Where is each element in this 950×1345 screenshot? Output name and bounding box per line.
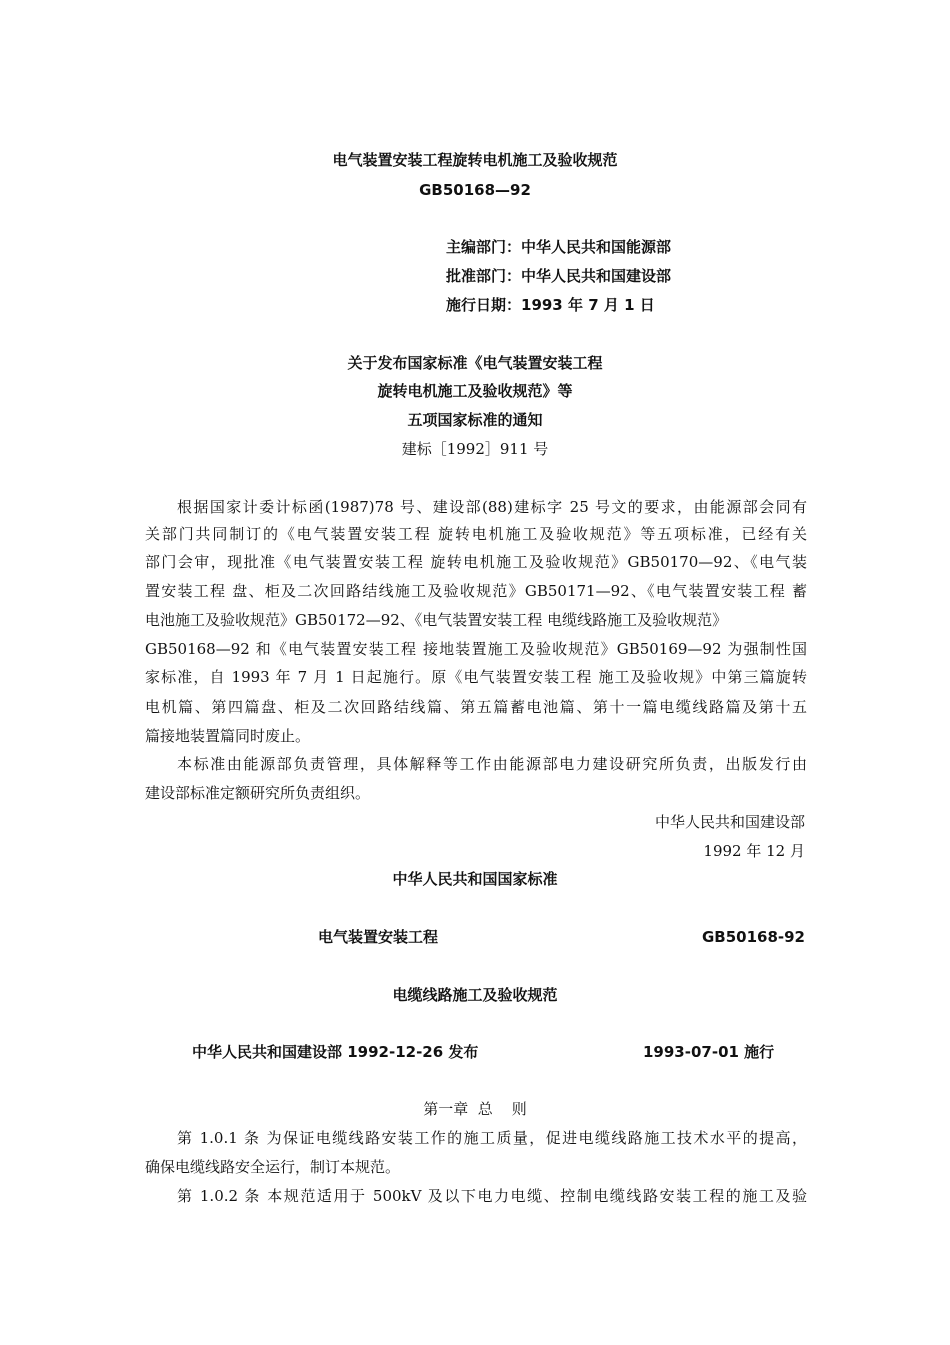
article-line: 第 1.0.1 条 为保证电缆线路安装工作的施工质量，促进电缆线路施工技术水平的提高，	[177, 1129, 807, 1147]
notice-paragraph-line: 电机篇、第四篇盘、柜及二次回路结线篇、第五篇蓄电池篇、第十一篇电缆线路篇及第十五	[145, 698, 807, 716]
notice-paragraph-line: 建设部标准定额研究所负责组织。	[145, 784, 371, 802]
notice-paragraph-line: 篇接地装置篇同时废止。	[145, 727, 311, 745]
notice-paragraph-line: 根据国家计委计标函(1987)78 号、建设部(88)建标字 25 号文的要求，由能源部会同有	[177, 498, 807, 516]
document-code: GB50168—92	[419, 181, 531, 199]
notice-number: 建标［1992］911 号	[401, 440, 549, 458]
standard-heading: 中华人民共和国国家标准	[392, 870, 558, 888]
standard-name: 电气装置安装工程	[318, 928, 439, 946]
document-title: 电气装置安装工程旋转电机施工及验收规范	[332, 151, 618, 169]
notice-paragraph-line: 本标准由能源部负责管理，具体解释等工作由能源部电力建设研究所负责，出版发行由	[177, 755, 807, 773]
notice-date: 1992 年 12 月	[703, 842, 805, 860]
standard-effective: 1993-07-01 施行	[643, 1043, 775, 1061]
effective-date: 施行日期：1993 年 7 月 1 日	[446, 296, 655, 314]
standard-code: GB50168-92	[701, 928, 805, 946]
notice-title-line: 关于发布国家标准《电气装置安装工程	[347, 354, 603, 372]
notice-signer: 中华人民共和国建设部	[654, 813, 805, 831]
notice-paragraph-line: 电池施工及验收规范》GB50172—92、《电气装置安装工程 电缆线路施工及验收规范》	[145, 611, 728, 629]
chapter-title: 第一章 总 则	[423, 1100, 527, 1118]
notice-title-line: 五项国家标准的通知	[407, 411, 543, 429]
editor-department: 主编部门：中华人民共和国能源部	[446, 238, 672, 256]
notice-paragraph-line: 部门会审，现批准《电气装置安装工程 旋转电机施工及验收规范》GB50170—92、《电气装	[145, 553, 807, 571]
approval-department: 批准部门：中华人民共和国建设部	[446, 267, 672, 285]
standard-issued: 中华人民共和国建设部 1992-12-26 发布	[192, 1043, 479, 1061]
notice-paragraph-line: 关部门共同制订的《电气装置安装工程 旋转电机施工及验收规范》等五项标准，已经有关	[145, 525, 807, 543]
notice-paragraph-line: 置安装工程 盘、柜及二次回路结线施工及验收规范》GB50171—92、《电气装置安装工程 蓄	[145, 582, 807, 600]
notice-paragraph-line: GB50168—92 和《电气装置安装工程 接地装置施工及验收规范》GB50169—92 为强制性国	[145, 640, 807, 658]
notice-paragraph-line: 家标准，自 1993 年 7 月 1 日起施行。原《电气装置安装工程 施工及验收规》中第三篇旋转	[145, 668, 807, 686]
standard-subtitle: 电缆线路施工及验收规范	[392, 986, 558, 1004]
article-line: 确保电缆线路安全运行，制订本规范。	[145, 1158, 401, 1176]
notice-title-line: 旋转电机施工及验收规范》等	[377, 382, 573, 400]
article-line: 第 1.0.2 条 本规范适用于 500kV 及以下电力电缆、控制电缆线路安装工程的施工及验	[177, 1187, 807, 1205]
